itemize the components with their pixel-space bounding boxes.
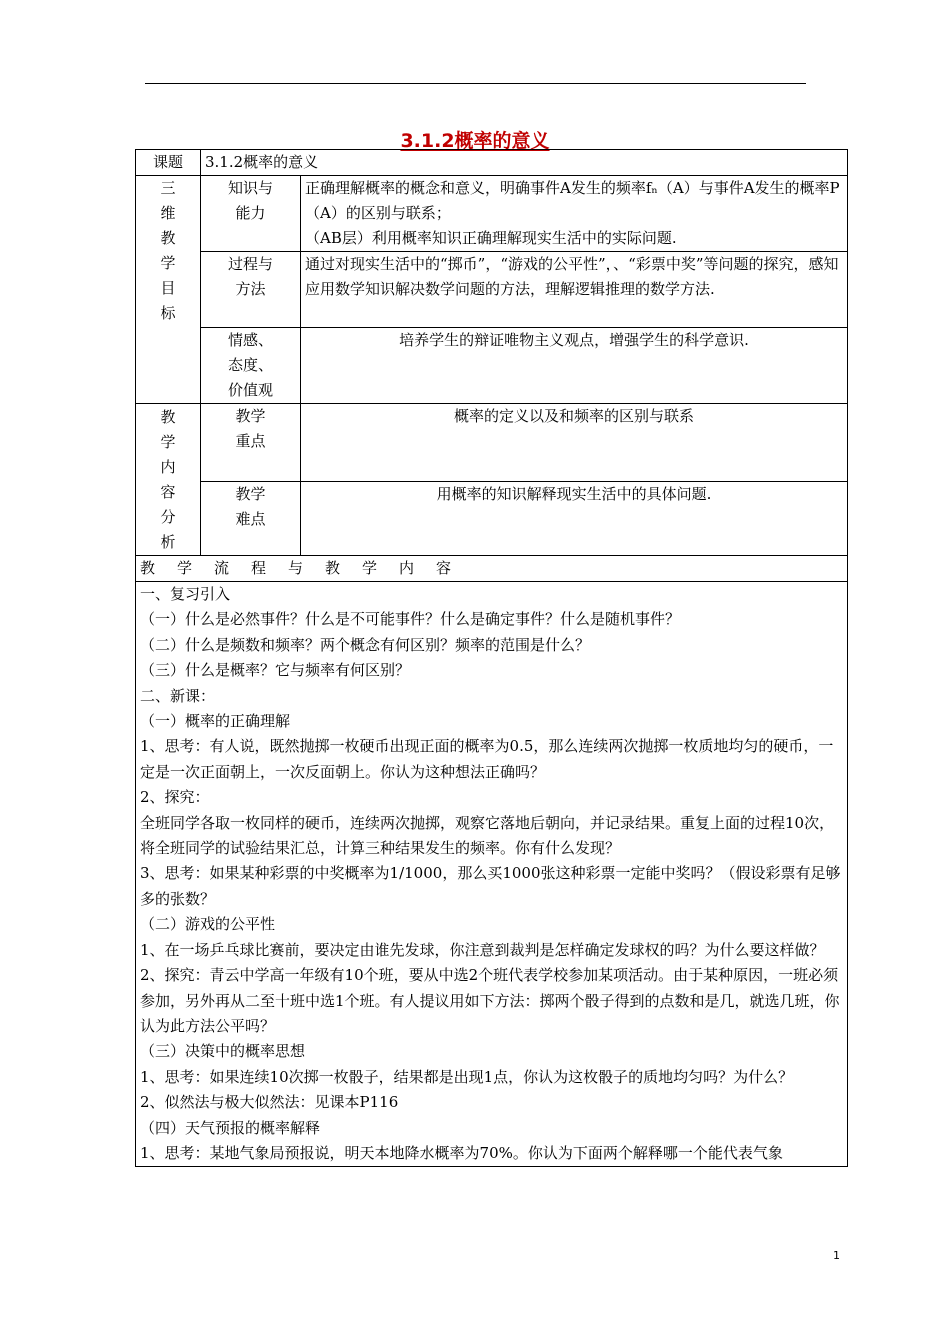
goal-label-knowledge: 知识与 能力 [201, 176, 301, 252]
analysis-content-key: 概率的定义以及和频率的区别与联系 [301, 404, 848, 482]
body-line: 2、似然法与极大似然法：见课本P116 [140, 1093, 399, 1112]
body-line: （三）决策中的概率思想 [140, 1042, 306, 1061]
body-line: （一）概率的正确理解 [140, 712, 291, 731]
document-title: 3.1.2概率的意义 [400, 130, 550, 152]
body-line: （三）什么是概率？它与频率有何区别？ [140, 661, 411, 680]
analysis-row-key [136, 404, 848, 482]
body-line: 一、复习引入 [140, 585, 231, 603]
goal-row-process [136, 252, 848, 328]
analysis-section-label: 教 学 内 容 分 析 [136, 404, 201, 556]
goals-section-label: 三 维 教 学 目 标 [136, 176, 201, 404]
body-line: 1、在一场乒乓球比赛前，要决定由谁先发球，你注意到裁判是怎样确定发球权的吗？为什么要这样做？ [140, 940, 825, 959]
page-number: 1 [833, 1249, 840, 1262]
body-line: 全班同学各取一枚同样的硬币，连续两次抛掷，观察它落地后朝向，并记录结果。重复上面的过程10次，将全班同学的试验结果汇总，计算三种结果发生的频率。你有什么发现？ [140, 813, 835, 858]
flow-heading-row [136, 556, 848, 582]
flow-content [136, 582, 848, 1167]
flow-content-row [136, 582, 848, 1167]
analysis-row-difficult [136, 481, 848, 555]
goal-content-emotion: 培养学生的辩证唯物主义观点，增强学生的科学意识. [301, 328, 848, 404]
goal-content-knowledge: 正确理解概率的概念和意义，明确事件A发生的频率fₙ（A）与事件A发生的概率P（A）的区别与联系； （AB层）利用概率知识正确理解现实生活中的实际问题. [301, 176, 848, 252]
header-rule [145, 83, 806, 84]
analysis-label-key: 教学 重点 [201, 404, 301, 482]
body-line: 二、新课： [140, 686, 216, 705]
body-line: （四）天气预报的概率解释 [140, 1118, 321, 1137]
body-line: 2、探究：青云中学高一年级有10个班，要从中选2个班代表学校参加某项活动。由于某种原因，一班必须参加，另外再从二至十班中选1个班。有人提议用如下方法：掷两个骰子得到的点数和是几，就选几班，你认为此方法公平吗？ [140, 966, 840, 1035]
flow-heading: 教学流程与教学内容 [136, 556, 848, 582]
analysis-content-difficult: 用概率的知识解释现实生活中的具体问题. [301, 481, 848, 555]
topic-value: 3.1.2概率的意义 [201, 150, 848, 176]
goal-row-knowledge [136, 176, 848, 252]
goal-label-emotion: 情感、 态度、 价值观 [201, 328, 301, 404]
topic-label: 课题 [136, 150, 201, 176]
lesson-plan-table [135, 149, 848, 1167]
goal-row-emotion [136, 328, 848, 404]
goal-content-process: 通过对现实生活中的“掷币”，“游戏的公平性”，、“彩票中奖”等问题的探究，感知应用数学知识解决数学问题的方法，理解逻辑推理的数学方法. [301, 252, 848, 328]
goal-label-process: 过程与 方法 [201, 252, 301, 328]
analysis-label-difficult: 教学 难点 [201, 481, 301, 555]
body-line: 3、思考：如果某种彩票的中奖概率为1/1000，那么买1000张这种彩票一定能中奖吗？（假设彩票有足够多的张数？ [140, 864, 841, 908]
body-line: 1、思考：有人说，既然抛掷一枚硬币出现正面的概率为0.5，那么连续两次抛掷一枚质地均匀的硬币，一定是一次正面朝上，一次反面朝上。你认为这种想法正确吗？ [140, 737, 834, 781]
topic-row [136, 150, 848, 176]
body-line: （二）什么是频数和频率？两个概念有何区别？频率的范围是什么？ [140, 635, 591, 654]
body-line: 2、探究： [140, 788, 210, 807]
body-line: 1、思考：某地气象局预报说，明天本地降水概率为70%。你认为下面两个解释哪一个能代表气象 [140, 1143, 783, 1162]
body-line: 1、思考：如果连续10次掷一枚骰子，结果都是出现1点，你认为这枚骰子的质地均匀吗？为什么？ [140, 1067, 794, 1086]
body-line: （一）什么是必然事件？什么是不可能事件？什么是确定事件？什么是随机事件？ [140, 610, 681, 629]
body-line: （二）游戏的公平性 [140, 915, 276, 934]
